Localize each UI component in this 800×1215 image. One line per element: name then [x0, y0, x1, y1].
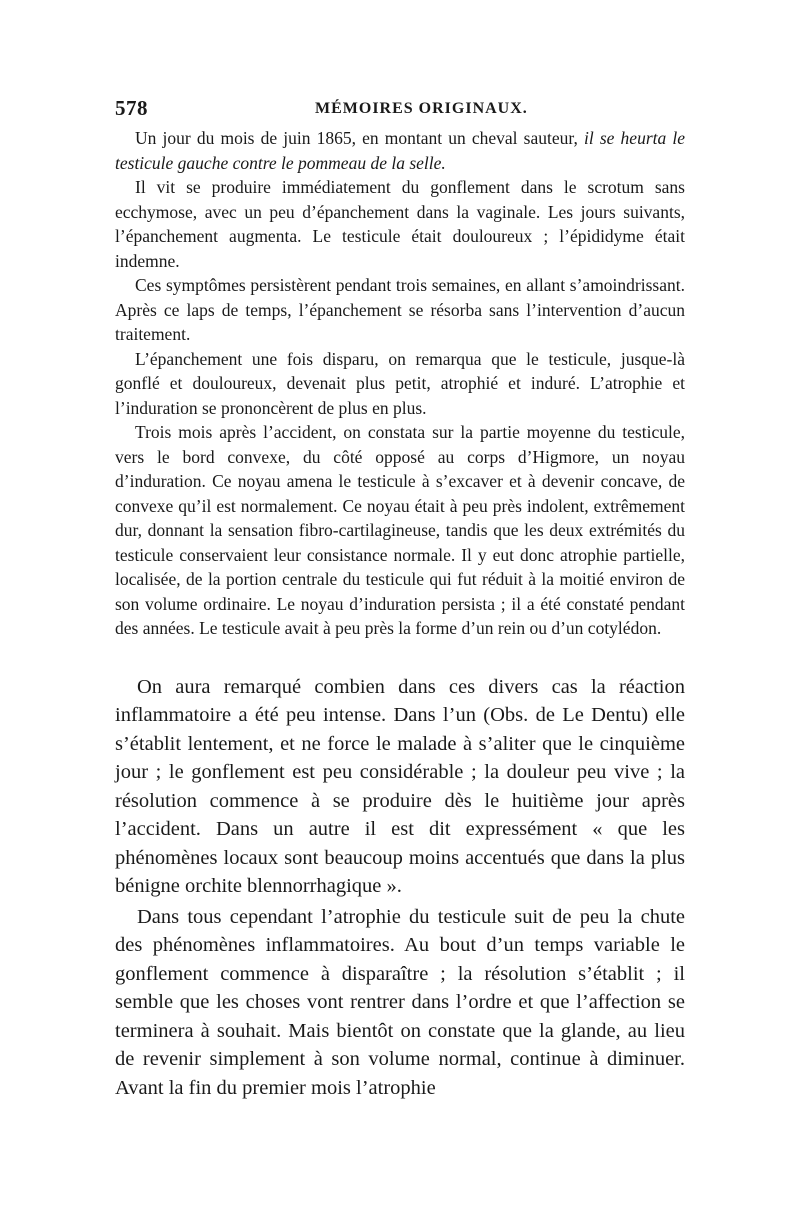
observation-paragraph-3: Ces symptômes persistèrent pendant trois semaines, en allant s’amoindrissant. Après ce laps de temps, l’épanchement se résorba sans l’intervention d’aucun traitement. [115, 275, 685, 344]
observation-paragraph-1 [115, 126, 685, 175]
page [115, 96, 685, 1102]
page-number: 578 [115, 96, 148, 120]
observation-p1-start: Un jour du mois de juin 1865, en montant un cheval sauteur, [135, 128, 584, 148]
observation-paragraph-5: Trois mois après l’accident, on constata sur la partie moyenne du testicule, vers le bord convexe, du côté opposé au corps d’Higmore, un noyau d’induration. Ce noyau amena le testicule à s’excaver et à devenir concave, de convexe qu’il est normalement. Ce noyau était à peu près indolent, extrêmement dur, donnant la sensation fibro-cartilagineuse, tandis que les deux extrémités du testicule conservaient leur consistance normale. Il y eut donc atrophie partielle, localisée, de la portion centrale du testicule qui fut réduit à la moitié environ de son volume ordinaire. Le noyau d’induration persista ; il a été constaté pendant des années. Le testicule avait à peu près la forme d’un rein ou d’un cotylédon. [115, 422, 685, 638]
page-header [115, 96, 685, 126]
observation-paragraph-4: L’épanchement une fois disparu, on remarqua que le testicule, jusque-là gonflé et douloureux, devenait plus petit, atrophié et induré. L’atrophie et l’induration se prononcèrent de plus en plus. [115, 348, 685, 418]
observation-paragraph-2: Il vit se produire immédiatement du gonflement dans le scrotum sans ecchymose, avec un peu d’épanchement dans la vaginale. Les jours suivants, l’épanchement augmenta. Le testicule était douloureux ; l’épididyme était indemne. [115, 177, 685, 271]
observation-p1-italic: il se heurta le testicule gauche contre le pommeau de la selle. [115, 128, 685, 173]
observation-text [115, 126, 685, 641]
running-title: MÉMOIRES ORIGINAUX. [315, 100, 528, 117]
discussion-paragraph-1: On aura remarqué combien dans ces divers cas la réaction inflammatoire a été peu intense. Dans l’un (Obs. de Le Dentu) elle s’établit lentement, et ne force le malade à s’aliter que le cinquième jour ; le gonflement est peu considérable ; la douleur peu vive ; la résolution commence à se produire dès le huitième jour après l’accident. Dans un autre il est dit expressément « que les phénomènes locaux sont beaucoup moins accentués que dans la plus bénigne orchite blennorrhagique ». [115, 675, 685, 897]
discussion-paragraph-2: Dans tous cependant l’atrophie du testicule suit de peu la chute des phénomènes inflammatoires. Au bout d’un temps variable le gonflement commence à disparaître ; la résolution s’établit ; il semble que les choses vont rentrer dans l’ordre et que l’affection se terminera à souhait. Mais bientôt on constate que la glande, au lieu de revenir simplement à son volume normal, continue à diminuer. Avant la fin du premier mois l’atrophie [115, 905, 685, 1099]
discussion-text [115, 673, 685, 1103]
